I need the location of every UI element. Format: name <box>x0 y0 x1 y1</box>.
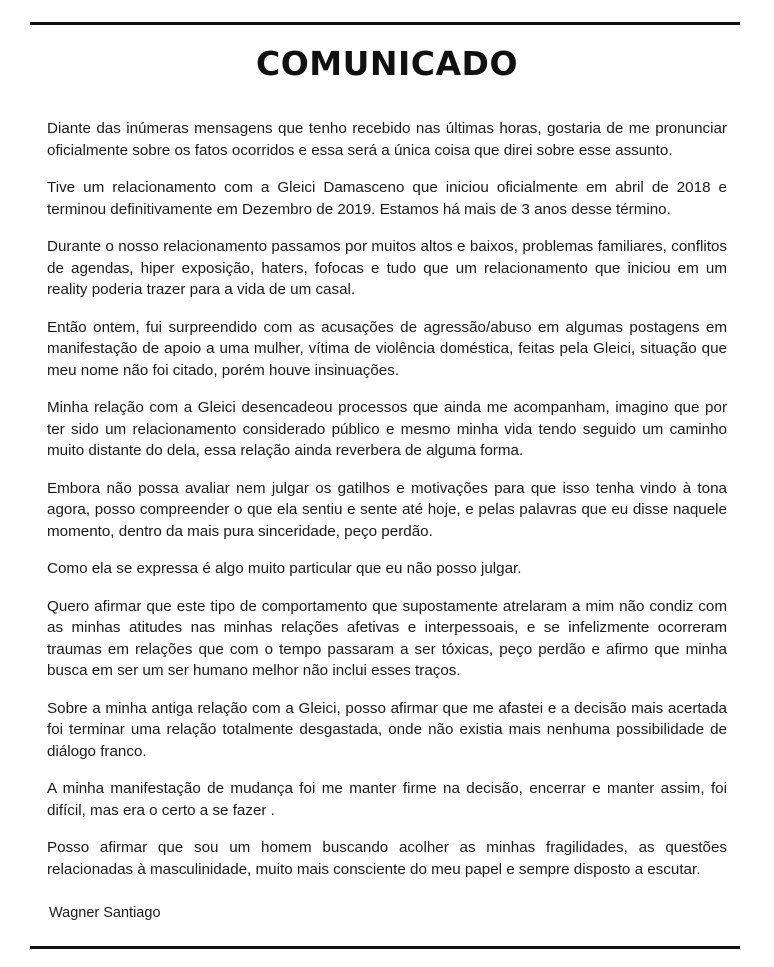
top-divider <box>30 22 740 25</box>
document-title: COMUNICADO <box>255 44 518 83</box>
paragraph-intro: Diante das inúmeras mensagens que tenho recebido nas últimas horas, gostaria de me pronunciar oficialmente sobre os fatos ocorridos e essa será a única coisa que direi sobre esse assunto. <box>47 120 727 159</box>
paragraph-ups-and-downs: Durante o nosso relacionamento passamos por muitos altos e baixos, problemas familiares, conflitos de agendas, hiper exposição, haters, fofocas e tudo que um relacionamento que iniciou em um reality poderia trazer para a vida de um casal. <box>47 238 727 298</box>
signature: Wagner Santiago <box>49 905 161 921</box>
paragraph-accusations: Então ontem, fui surpreendido com as acusações de agressão/abuso em algumas postagens em manifestação de apoio a uma mulher, vítima de violência doméstica, feitas pela Gleici, situação que meu nome não foi citado, porém houve insinuações. <box>47 318 727 379</box>
paragraph-behavior: Quero afirmar que este tipo de comportamento que supostamente atrelaram a mim não condiz com as minhas atitudes nas minhas relações afetivas e interpessoais, e se infelizmente ocorreram traumas em relações que com o tempo passaram a ser tóxicas, peço perdão e afirmo que minha busca em ser um ser humano melhor não inclui esses traços. <box>47 597 727 679</box>
paragraph-decision: Sobre a minha antiga relação com a Gleici, posso afirmar que me afastei e a decisão mais acertada foi terminar uma relação totalmente desgastada, onde não existia mais nenhuma possibilidade de diálogo franco. <box>47 699 727 760</box>
bottom-divider <box>30 946 740 949</box>
paragraph-processes: Minha relação com a Gleici desencadeou processos que ainda me acompanham, imagino que por ter sido um relacionamento considerado público e mesmo minha vida tendo seguido um caminho muito distante do dela, essa relação ainda reverbera de alguma forma. <box>47 399 727 459</box>
paragraph-expression: Como ela se expressa é algo muito particular que eu não posso julgar. <box>47 560 522 577</box>
paragraph-closing: Posso afirmar que sou um homem buscando acolher as minhas fragilidades, as questões relacionadas à masculinidade, muito mais consciente do meu papel e sempre disposto a escutar. <box>47 839 727 878</box>
document-body <box>47 118 727 896</box>
paragraph-apology: Embora não possa avaliar nem julgar os gatilhos e motivações para que isso tenha vindo à tona agora, posso compreender o que ela sentiu e sente até hoje, e pelas palavras que eu disse naquele momento, dentro da mais pura sinceridade, peço perdão. <box>47 479 727 540</box>
paragraph-change: A minha manifestação de mudança foi me manter firme na decisão, encerrar e manter assim, foi difícil, mas era o certo a se fazer . <box>47 780 727 819</box>
paragraph-relationship: Tive um relacionamento com a Gleici Damasceno que iniciou oficialmente em abril de 2018 e terminou definitivamente em Dezembro de 2019. Estamos há mais de 3 anos desse término. <box>47 179 727 218</box>
